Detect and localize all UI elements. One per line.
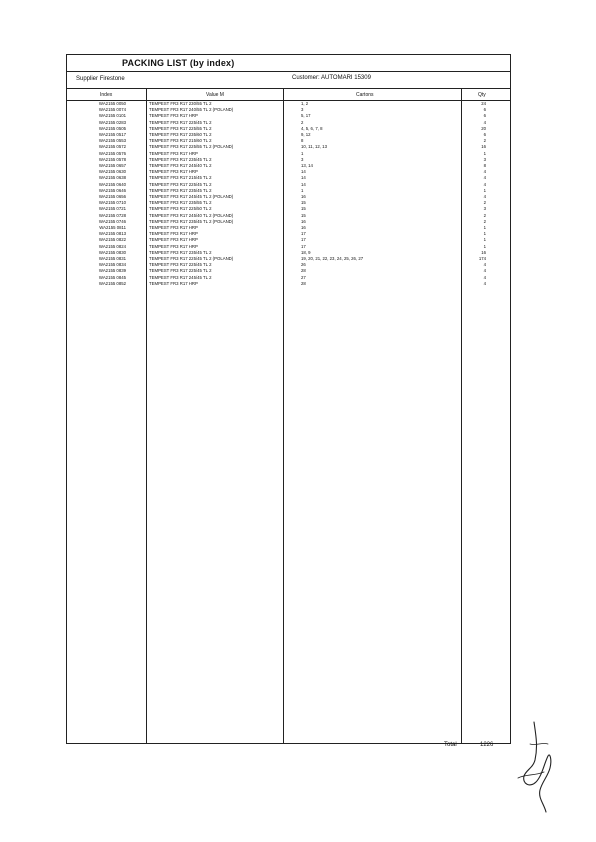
page-title: PACKING LIST (by index) [122, 58, 235, 68]
table-row [0, 237, 596, 243]
table-row [0, 175, 596, 181]
table-row [0, 188, 596, 194]
cell-qty: 3 [483, 156, 486, 162]
cell-description: TEMPEST FR3 R17 225/50 TL 2 [149, 206, 212, 212]
cell-description: TEMPEST FR3 R17 225/45 TL 2 [149, 181, 212, 187]
cell-index: WA2155 0813 [98, 231, 126, 237]
cell-cartons: 15 [301, 200, 306, 206]
cell-cartons: 14 [301, 181, 306, 187]
cell-cartons: 15 [301, 206, 306, 212]
cell-qty: 2 [483, 218, 486, 224]
supplier-value: Firestone [99, 76, 125, 82]
table-row [0, 281, 596, 287]
cell-qty: 4 [483, 280, 486, 286]
cell-cartons: 10, 11, 12, 13 [301, 144, 327, 150]
cell-index: WA2155 0572 [98, 144, 126, 150]
cell-cartons: 19, 20, 21, 22, 23, 24, 25, 26, 27 [301, 256, 364, 261]
title-bottom-rule [66, 71, 511, 72]
cell-index: WA2155 0830 [98, 249, 126, 255]
cell-description: TEMPEST FR3 R17 HRP [149, 113, 198, 119]
table-row [0, 113, 596, 119]
customer-value: AUTOMARI 15309 [321, 75, 371, 81]
table-row [0, 169, 596, 175]
cell-description: TEMPEST FR3 R17 230/55 TL 2 [149, 101, 212, 106]
cell-cartons: 14 [301, 169, 306, 175]
cell-index: WA2155 0822 [98, 237, 126, 243]
total-label: Total [444, 742, 457, 748]
cell-index: WA2155 0283 [98, 119, 126, 125]
cell-cartons: 13, 14 [301, 163, 313, 168]
cell-cartons: 18, 9 [301, 249, 311, 255]
cell-index: WA2155 0050 [98, 101, 126, 106]
cell-cartons: 9, 12 [301, 132, 311, 137]
cell-cartons: 3 [301, 156, 304, 162]
cell-qty: 1 [483, 150, 486, 156]
cell-qty: 4 [483, 169, 486, 175]
table-row [0, 262, 596, 268]
customer-field [292, 75, 371, 81]
cell-qty: 4 [483, 175, 486, 181]
cell-cartons: 2 [301, 119, 304, 125]
cell-cartons: 3 [301, 107, 304, 113]
cell-qty: 174 [478, 256, 486, 261]
cell-description: TEMPEST FR3 R17 235/45 TL 2 (POLAND) [149, 218, 234, 224]
cell-description: TEMPEST FR3 R17 245/40 TL 2 (POLAND) [149, 212, 234, 218]
cell-index: WA2155 0630 [98, 169, 126, 175]
cell-cartons: 14 [301, 175, 306, 181]
cell-qty: 20 [481, 125, 486, 131]
supplier-label: Supplier [76, 76, 99, 82]
table-row [0, 213, 596, 219]
cell-index: WA2155 0553 [98, 138, 126, 144]
table-row [0, 231, 596, 237]
cell-index: WA2155 0578 [98, 156, 126, 162]
cell-description: TEMPEST FR3 R17 235/55 TL 2 [149, 200, 212, 206]
cell-index: WA2155 0831 [98, 256, 126, 261]
cell-description: TEMPEST FR3 R17 235/45 TL 2 [149, 156, 212, 162]
cell-description: TEMPEST FR3 R17 225/55 TL 2 (POLAND) [149, 144, 234, 150]
table-row [0, 268, 596, 274]
cell-qty: 1 [483, 237, 486, 243]
table-row [0, 120, 596, 126]
cell-index: WA2155 0640 [98, 181, 126, 187]
table-row [0, 219, 596, 225]
cell-qty: 2 [483, 200, 486, 206]
table-row [0, 163, 596, 169]
cell-qty: 1 [483, 225, 486, 230]
table-row [0, 144, 596, 150]
cell-description: TEMPEST FR3 R17 240/55 TL 2 (POLAND) [149, 107, 234, 113]
cell-description: TEMPEST FR3 R17 HRP [149, 225, 198, 230]
cell-description: TEMPEST FR3 R17 215/45 TL 2 [149, 175, 212, 181]
table-row [0, 132, 596, 138]
cell-cartons: 17 [301, 231, 306, 237]
cell-description: TEMPEST FR3 R17 HRP [149, 280, 198, 286]
cell-qty: 24 [481, 101, 486, 106]
table-row [0, 138, 596, 144]
cell-index: WA2155 0576 [98, 150, 126, 156]
table-row [0, 157, 596, 163]
cell-description: TEMPEST FR3 R17 225/45 TL 2 [149, 119, 212, 125]
cell-qty: 3 [483, 206, 486, 212]
cell-qty: 8 [483, 163, 486, 168]
cell-qty: 4 [483, 194, 486, 199]
cell-qty: 2 [483, 212, 486, 218]
column-header-description: Value M [206, 92, 224, 98]
cell-cartons: 8 [301, 138, 304, 144]
cell-cartons: 26 [301, 262, 306, 268]
cell-cartons: 5, 17 [301, 113, 311, 119]
cell-description: TEMPEST FR3 R17 225/45 TL 2 (POLAND) [149, 256, 234, 261]
cell-description: TEMPEST FR3 R17 HRP [149, 169, 198, 175]
table-row [0, 101, 596, 107]
cell-description: TEMPEST FR3 R17 225/55 TL 2 [149, 125, 212, 131]
cell-description: TEMPEST FR3 R17 245/45 TL 2 (POLAND) [149, 194, 234, 199]
cell-cartons: 28 [301, 280, 306, 286]
cell-description: TEMPEST FR3 R17 245/40 TL 2 [149, 163, 212, 168]
table-row [0, 206, 596, 212]
cell-index: WA2155 0728 [98, 212, 126, 218]
cell-qty: 6 [483, 107, 486, 113]
table-row [0, 256, 596, 262]
column-header-cartons: Cartons [356, 92, 374, 98]
cell-index: WA2155 0721 [98, 206, 126, 212]
table-row [0, 151, 596, 157]
cell-index: WA2155 0657 [98, 163, 126, 168]
cell-qty: 1 [483, 243, 486, 249]
cell-qty: 4 [483, 274, 486, 280]
table-row [0, 275, 596, 281]
cell-cartons: 16 [301, 218, 306, 224]
table-row [0, 194, 596, 200]
frame-top-rule [66, 54, 511, 55]
cell-index: WA2155 0834 [98, 262, 126, 268]
table-row [0, 250, 596, 256]
cell-description: TEMPEST FR3 R17 235/45 TL 2 [149, 187, 212, 193]
cell-index: WA2155 0852 [98, 280, 126, 286]
cell-cartons: 27 [301, 274, 306, 280]
cell-cartons: 28 [301, 268, 306, 274]
cell-qty: 4 [483, 268, 486, 274]
cell-description: TEMPEST FR3 R17 215/60 TL 2 [149, 138, 212, 144]
cell-cartons: 17 [301, 243, 306, 249]
cell-qty: 1 [483, 187, 486, 193]
table-row [0, 200, 596, 206]
cell-qty: 4 [483, 181, 486, 187]
cell-qty: 6 [483, 132, 486, 137]
cell-index: WA2155 0845 [98, 274, 126, 280]
cell-description: TEMPEST FR3 R17 225/45 TL 2 [149, 262, 212, 268]
cell-index: WA2155 0811 [99, 225, 126, 230]
cell-index: WA2155 0638 [98, 175, 126, 181]
cell-description: TEMPEST FR3 R17 HRP [149, 243, 198, 249]
handwritten-signature [504, 716, 564, 816]
cell-cartons: 16 [301, 194, 306, 199]
cell-description: TEMPEST FR3 R17 235/45 TL 2 [149, 249, 212, 255]
cell-index: WA2155 0710 [98, 200, 126, 206]
cell-cartons: 15 [301, 212, 306, 218]
table-row [0, 182, 596, 188]
column-header-qty: Qty [478, 92, 486, 98]
cell-description: TEMPEST FR3 R17 HRP [149, 150, 198, 156]
supplier-bottom-rule [66, 88, 511, 89]
cell-index: WA2155 0824 [98, 243, 126, 249]
cell-cartons: 1, 2 [301, 101, 309, 106]
cell-cartons: 4, 5, 6, 7, 8 [301, 125, 323, 131]
cell-description: TEMPEST FR3 R17 245/45 TL 2 [149, 274, 212, 280]
cell-index: WA2155 0746 [98, 218, 126, 224]
cell-index: WA2155 0646 [98, 187, 126, 193]
cell-qty: 2 [483, 138, 486, 144]
cell-qty: 1 [483, 231, 486, 237]
cell-index: WA2155 0656 [98, 194, 126, 199]
cell-description: TEMPEST FR3 R17 HRP [149, 237, 198, 243]
customer-label: Customer: [292, 75, 320, 81]
cell-qty: 4 [483, 119, 486, 125]
cell-qty: 6 [483, 113, 486, 119]
total-value: 1226 [480, 742, 494, 748]
cell-index: WA2155 0074 [98, 107, 126, 113]
cell-index: WA2155 0505 [98, 125, 126, 131]
cell-cartons: 16 [301, 225, 306, 230]
cell-index: WA2155 0839 [98, 268, 126, 274]
cell-qty: 16 [481, 144, 486, 150]
cell-cartons: 1 [301, 187, 304, 193]
table-row [0, 126, 596, 132]
cell-description: TEMPEST FR3 R17 HRP [149, 231, 198, 237]
column-header-index: Index [100, 92, 113, 98]
cell-description: TEMPEST FR3 R17 235/60 TL 2 [149, 132, 212, 137]
cell-qty: 4 [483, 262, 486, 268]
cell-cartons: 17 [301, 237, 306, 243]
supplier-field [76, 76, 125, 82]
table-row [0, 225, 596, 231]
cell-description: TEMPEST FR3 R17 225/45 TL 2 [149, 268, 212, 274]
cell-cartons: 1 [301, 150, 304, 156]
cell-index: WA2155 0101 [98, 113, 126, 119]
table-row [0, 107, 596, 113]
cell-index: WA2155 0517 [98, 132, 126, 137]
cell-qty: 16 [481, 249, 486, 255]
table-row [0, 244, 596, 250]
